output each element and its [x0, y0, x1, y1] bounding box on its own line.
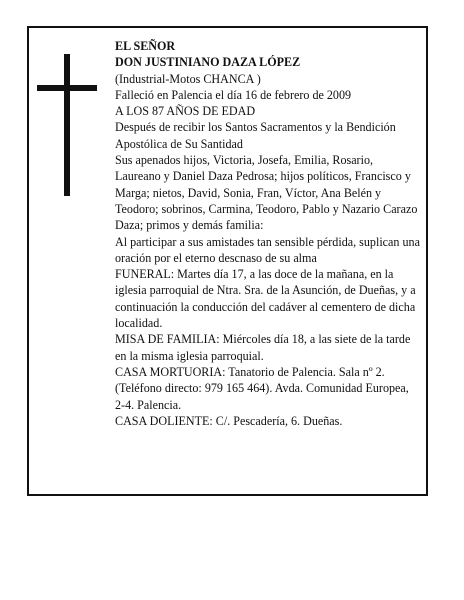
cross-horizontal-bar [37, 85, 97, 91]
age-line: A LOS 87 AÑOS DE EDAD [115, 104, 256, 119]
affiliation: (Industrial-Motos CHANCA ) [115, 71, 261, 86]
request-paragraph: Al participar a sus amistades tan sensible pérdida, suplican una oración por el eterno descnaso de su alma [115, 234, 420, 265]
obituary-text [115, 38, 421, 429]
title-line-1: EL SEÑOR [115, 39, 176, 53]
death-info: Falleció en Palencia el día 16 de febrero de 2009 [115, 87, 352, 102]
grieving-home-paragraph: CASA DOLIENTE: C/. Pescadería, 6. Dueñas. [115, 413, 343, 428]
deceased-name: DON JUSTINIANO DAZA LÓPEZ [115, 55, 301, 70]
funeral-home-paragraph: CASA MORTUORIA: Tanatorio de Palencia. Sala nº 2. (Teléfono directo: 979 165 464). Avda. Comunidad Europea, 2-4. Palencia. [115, 364, 409, 412]
family-paragraph: Sus apenados hijos, Victoria, Josefa, Emilia, Rosario, Laureano y Daniel Daza Pedrosa; hijos políticos, Francisco y Marga; nietos, David, Sonia, Fran, Víctor, Ana Belén y Teodoro; sobrinos, Carmina, Teodoro, Pablo y Nazario Carazo Daza; primos y demás familia: [115, 153, 418, 233]
sacraments-paragraph: Después de recibir los Santos Sacramentos y la Bendición Apostólica de Su Santidad [115, 120, 396, 151]
funeral-paragraph: FUNERAL: Martes día 17, a las doce de la mañana, en la iglesia parroquial de Ntra. Sra. de la Asunción, de Dueñas, y a continuación la conducción del cadáver al cementero de dicha localidad. [115, 267, 416, 331]
cross-vertical-bar [64, 54, 70, 196]
family-mass-paragraph: MISA DE FAMILIA: Miércoles día 18, a las siete de la tarde en la misma iglesia parroquial. [115, 332, 411, 363]
